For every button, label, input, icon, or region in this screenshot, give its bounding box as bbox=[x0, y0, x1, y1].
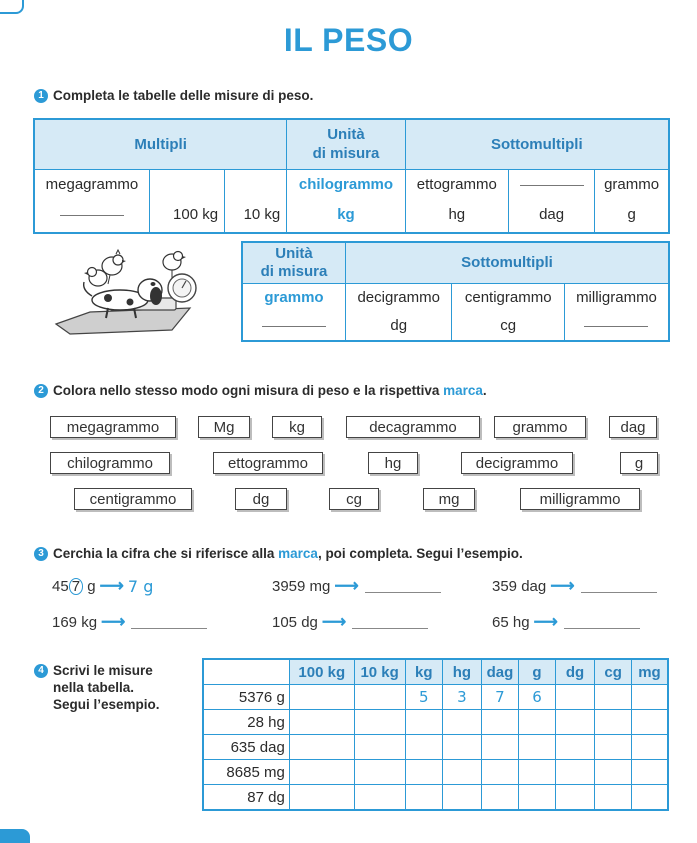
example-answer: 7 g bbox=[127, 576, 154, 596]
grid-cell[interactable] bbox=[289, 760, 354, 785]
arrow-right-icon: ⟶ bbox=[101, 612, 126, 631]
grid-cell[interactable] bbox=[289, 735, 354, 760]
header-unita-di-misura: Unità di misura bbox=[242, 242, 345, 283]
grid-cell[interactable] bbox=[631, 785, 668, 811]
unit-cell: ettogrammo hg bbox=[405, 169, 508, 233]
answer-line[interactable] bbox=[352, 616, 428, 629]
grid-cell[interactable] bbox=[595, 685, 632, 710]
grid-cell[interactable] bbox=[555, 760, 595, 785]
grid-cell[interactable] bbox=[443, 760, 482, 785]
grid-cell[interactable] bbox=[595, 760, 632, 785]
grid-cell[interactable] bbox=[555, 685, 595, 710]
dog-on-scale-with-chickens-illustration bbox=[50, 244, 200, 336]
unit-cell: 100 kg bbox=[149, 169, 224, 233]
column-header: hg bbox=[443, 659, 482, 685]
grid-cell[interactable] bbox=[631, 710, 668, 735]
table-row bbox=[242, 283, 669, 341]
row-label: 5376 g bbox=[203, 685, 289, 710]
column-header: mg bbox=[631, 659, 668, 685]
answer-blank[interactable] bbox=[584, 325, 648, 327]
exercise-item: 359 dag ⟶ bbox=[492, 576, 657, 596]
arrow-right-icon: ⟶ bbox=[533, 612, 558, 631]
exercise-number-badge: 1 bbox=[34, 89, 48, 103]
measure-chip[interactable]: dg bbox=[235, 488, 287, 510]
grid-cell[interactable] bbox=[354, 760, 405, 785]
grid-cell[interactable] bbox=[405, 785, 443, 811]
circled-digit: 7 bbox=[69, 578, 83, 595]
grid-cell[interactable] bbox=[443, 785, 482, 811]
column-header: dag bbox=[481, 659, 519, 685]
table-row bbox=[203, 710, 668, 735]
weight-units-table-1 bbox=[33, 118, 670, 234]
exercise-item: 169 kg ⟶ bbox=[52, 612, 207, 632]
grid-cell[interactable] bbox=[405, 710, 443, 735]
table-row bbox=[203, 760, 668, 785]
measure-chip[interactable]: ettogrammo bbox=[213, 452, 323, 474]
grid-cell[interactable] bbox=[354, 785, 405, 811]
page-corner-tab bbox=[0, 0, 24, 14]
unit-cell: megagrammo bbox=[34, 169, 149, 233]
grid-cell[interactable] bbox=[631, 760, 668, 785]
measure-chip[interactable]: mg bbox=[423, 488, 475, 510]
row-label: 635 dag bbox=[203, 735, 289, 760]
column-header: 10 kg bbox=[354, 659, 405, 685]
answer-blank[interactable] bbox=[262, 325, 326, 327]
grid-cell[interactable] bbox=[443, 735, 482, 760]
grid-cell[interactable] bbox=[405, 735, 443, 760]
grid-cell[interactable] bbox=[555, 735, 595, 760]
grid-cell[interactable] bbox=[519, 760, 556, 785]
grid-cell[interactable] bbox=[481, 760, 519, 785]
answer-blank[interactable] bbox=[520, 184, 584, 186]
exercise-number-badge: 2 bbox=[34, 384, 48, 398]
place-value-table bbox=[202, 658, 669, 811]
header-sottomultipli: Sottomultipli bbox=[345, 242, 669, 283]
measure-chip[interactable]: megagrammo bbox=[50, 416, 176, 438]
header-row bbox=[203, 659, 668, 685]
exercise-2-instruction: 2 Colora nello stesso modo ogni misura di peso e la rispettiva marca . bbox=[34, 383, 487, 398]
exercise-item: 3959 mg ⟶ bbox=[272, 576, 441, 596]
measure-chip[interactable]: g bbox=[620, 452, 658, 474]
answer-line[interactable] bbox=[564, 616, 640, 629]
grid-cell[interactable] bbox=[289, 710, 354, 735]
column-header: kg bbox=[405, 659, 443, 685]
grid-cell[interactable] bbox=[519, 735, 556, 760]
grid-cell[interactable] bbox=[289, 785, 354, 811]
grid-cell[interactable] bbox=[481, 710, 519, 735]
unit-cell: decigrammo dg bbox=[345, 283, 451, 341]
row-label: 8685 mg bbox=[203, 760, 289, 785]
unit-cell: grammo bbox=[242, 283, 345, 341]
grid-cell[interactable] bbox=[595, 735, 632, 760]
measure-chip[interactable]: kg bbox=[272, 416, 322, 438]
grid-cell[interactable] bbox=[481, 735, 519, 760]
answer-line[interactable] bbox=[581, 580, 657, 593]
arrow-right-icon: ⟶ bbox=[99, 576, 124, 595]
grid-cell[interactable] bbox=[443, 710, 482, 735]
measure-chip[interactable]: centigrammo bbox=[74, 488, 192, 510]
unit-cell: chilogrammo kg bbox=[287, 169, 405, 233]
exercise-3-instruction: 3 Cerchia la cifra che si riferisce alla marca , poi completa. Segui l’esempio. bbox=[34, 546, 523, 561]
grid-cell[interactable]: 7 bbox=[481, 685, 519, 710]
weight-units-table-2 bbox=[241, 241, 670, 342]
measure-chip[interactable]: cg bbox=[329, 488, 379, 510]
exercise-item: 105 dg ⟶ bbox=[272, 612, 428, 632]
arrow-right-icon: ⟶ bbox=[321, 612, 347, 631]
grid-cell[interactable] bbox=[595, 785, 632, 811]
grid-cell[interactable] bbox=[555, 785, 595, 811]
page-title: IL PESO bbox=[283, 22, 414, 58]
unit-cell: dag bbox=[508, 169, 594, 233]
column-header: g bbox=[519, 659, 556, 685]
grid-cell[interactable]: 5 bbox=[405, 685, 443, 710]
measure-chip[interactable]: decagrammo bbox=[346, 416, 480, 438]
grid-cell[interactable] bbox=[595, 710, 632, 735]
grid-cell[interactable] bbox=[631, 735, 668, 760]
header-unita-di-misura: Unità di misura bbox=[287, 119, 405, 169]
measure-chip[interactable]: chilogrammo bbox=[50, 452, 170, 474]
measure-chip[interactable]: Mg bbox=[198, 416, 250, 438]
grid-cell[interactable] bbox=[405, 760, 443, 785]
column-header: cg bbox=[595, 659, 632, 685]
arrow-right-icon: ⟶ bbox=[550, 576, 575, 595]
grid-cell[interactable] bbox=[481, 785, 519, 811]
grid-cell[interactable] bbox=[555, 710, 595, 735]
header-multipli: Multipli bbox=[34, 119, 287, 169]
exercise-number-badge: 4 bbox=[34, 664, 48, 678]
table-row bbox=[203, 735, 668, 760]
grid-cell[interactable] bbox=[631, 685, 668, 710]
unit-cell: 10 kg bbox=[225, 169, 287, 233]
exercise-item: 65 hg ⟶ bbox=[492, 612, 640, 632]
exercise-number-badge: 3 bbox=[34, 547, 48, 561]
arrow-right-icon: ⟶ bbox=[334, 576, 359, 595]
measure-chip[interactable]: hg bbox=[368, 452, 418, 474]
measure-chip[interactable]: decigrammo bbox=[461, 452, 573, 474]
grid-cell[interactable] bbox=[354, 685, 405, 710]
exercise-1-instruction: 1 Completa le tabelle delle misure di peso. bbox=[34, 88, 313, 103]
grid-cell[interactable]: 3 bbox=[443, 685, 482, 710]
measure-chip[interactable]: milligrammo bbox=[520, 488, 640, 510]
grid-cell[interactable] bbox=[519, 710, 556, 735]
header-sottomultipli: Sottomultipli bbox=[405, 119, 669, 169]
grid-cell[interactable] bbox=[289, 685, 354, 710]
grid-cell[interactable]: 6 bbox=[519, 685, 556, 710]
unit-cell: milligrammo bbox=[564, 283, 669, 341]
row-label: 28 hg bbox=[203, 710, 289, 735]
table-row bbox=[203, 785, 668, 811]
row-label: 87 dg bbox=[203, 785, 289, 811]
table-row bbox=[34, 169, 669, 233]
answer-blank[interactable] bbox=[60, 214, 124, 216]
column-header: 100 kg bbox=[289, 659, 354, 685]
measure-chip[interactable]: dag bbox=[609, 416, 657, 438]
example-item: 45 7 g ⟶ 7 g bbox=[52, 576, 154, 596]
grid-cell[interactable] bbox=[354, 735, 405, 760]
page-corner-bottom bbox=[0, 829, 30, 843]
table-row bbox=[203, 685, 668, 710]
grid-cell[interactable] bbox=[354, 710, 405, 735]
measure-chip[interactable]: grammo bbox=[494, 416, 586, 438]
exercise-4-instruction: 4 Scrivi le misure nella tabella. Segui l’esempio. bbox=[34, 662, 160, 713]
unit-cell: grammo g bbox=[595, 169, 669, 233]
answer-line[interactable] bbox=[365, 580, 441, 593]
unit-cell: centigrammo cg bbox=[452, 283, 565, 341]
grid-cell[interactable] bbox=[519, 785, 556, 811]
column-header: dg bbox=[555, 659, 595, 685]
answer-line[interactable] bbox=[131, 616, 207, 629]
